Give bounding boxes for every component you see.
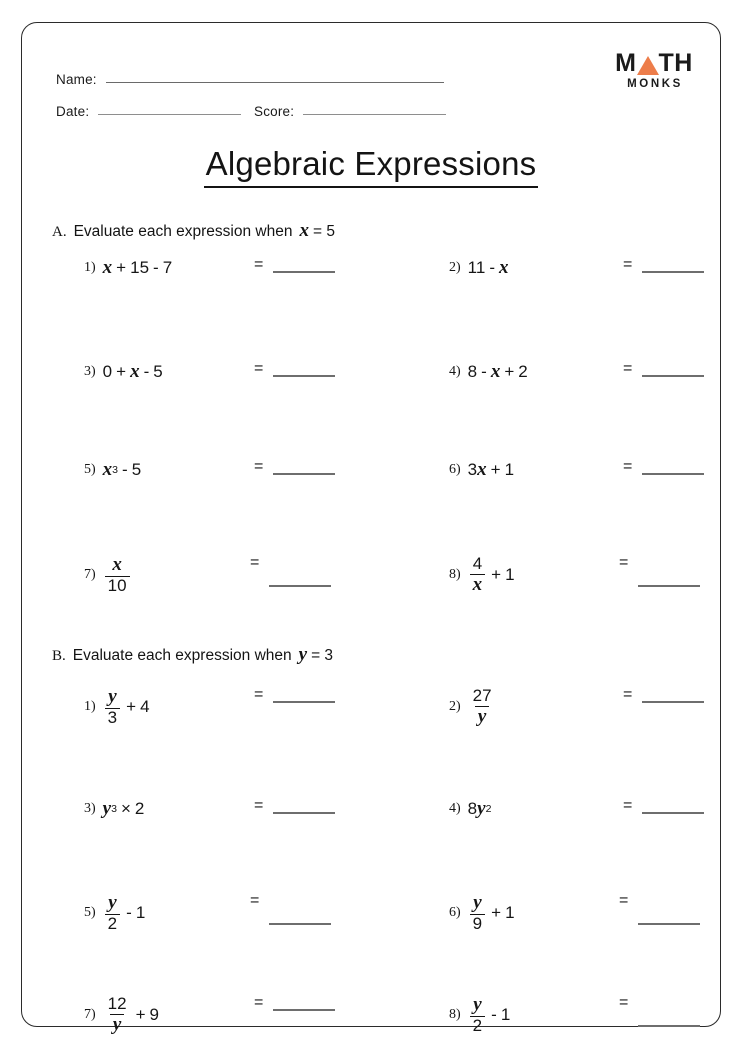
equals-sign: = (250, 554, 260, 571)
problem-b6 (449, 893, 515, 933)
variable-x: x (477, 459, 487, 480)
problem-b8-number: 8) (449, 1006, 461, 1022)
operand: 5 (131, 460, 142, 479)
fraction-numerator: y (473, 994, 482, 1015)
problem-b3-number: 3) (84, 801, 96, 816)
problem-a7-number: 7) (84, 566, 96, 582)
problem-a6-expression (468, 459, 514, 481)
equals-sign: = (254, 256, 264, 273)
equals-sign: = (623, 256, 633, 273)
problem-b8-expression (468, 995, 511, 1035)
answer-b2[interactable] (623, 687, 704, 703)
variable-x: x (490, 361, 501, 382)
page-title-text: Algebraic Expressions (204, 145, 539, 188)
logo-wordmark-math (608, 51, 700, 76)
operator: + (491, 902, 502, 922)
section-a-letter: A. (52, 224, 67, 240)
problem-b8 (449, 995, 510, 1035)
fraction-numerator: 27 (472, 686, 492, 705)
section-a-variable: x (299, 220, 309, 241)
problem-b7-expression (103, 995, 159, 1035)
date-label: Date: (56, 104, 90, 119)
variable-x: x (130, 361, 140, 382)
equals-sign: = (254, 994, 264, 1011)
fraction (105, 995, 130, 1035)
problem-a4-number: 4) (449, 364, 461, 379)
problem-a1-expression (103, 257, 173, 279)
fraction-numerator: y (108, 892, 117, 913)
fraction (105, 687, 120, 727)
fraction-denominator: 3 (105, 708, 120, 727)
answer-blank[interactable] (269, 585, 331, 587)
answer-b1[interactable] (254, 687, 335, 703)
answer-a1[interactable] (254, 257, 335, 273)
section-a-value: = 5 (312, 223, 335, 240)
answer-b5[interactable] (250, 893, 331, 909)
answer-a7[interactable] (250, 555, 331, 571)
logo-wordmark-monks: MONKS (627, 78, 683, 90)
answer-blank[interactable] (273, 271, 335, 273)
operand: 1 (500, 1004, 511, 1024)
problem-a3-number: 3) (84, 364, 96, 379)
answer-blank[interactable] (273, 701, 335, 703)
score-write-line[interactable] (303, 114, 446, 115)
operand: 2 (518, 362, 528, 381)
problem-a7-expression (103, 555, 132, 595)
answer-a6[interactable] (623, 459, 704, 475)
problem-a2-number: 2) (449, 260, 461, 275)
operand: 1 (504, 460, 515, 479)
equals-sign: = (619, 994, 629, 1011)
problem-b1 (84, 687, 150, 727)
answer-a2[interactable] (623, 257, 704, 273)
equals-sign: = (623, 458, 633, 475)
date-field[interactable] (56, 104, 241, 119)
operator: + (491, 564, 502, 584)
equals-sign: = (619, 554, 629, 571)
operator: - (153, 258, 159, 277)
problem-a5 (84, 459, 141, 481)
fraction (105, 893, 120, 933)
equals-sign: = (623, 360, 633, 377)
problem-a1-number: 1) (84, 260, 96, 275)
problem-a5-expression: x 3 - 5 (102, 459, 142, 480)
operand: 9 (149, 1004, 159, 1024)
variable-y: y (102, 798, 112, 819)
problem-b2-number: 2) (449, 698, 461, 714)
fraction-denominator: y (110, 1014, 124, 1035)
problem-b1-number: 1) (84, 698, 96, 714)
answer-blank[interactable] (269, 923, 331, 925)
answer-blank[interactable] (273, 473, 335, 475)
answer-b6[interactable] (619, 893, 700, 909)
answer-b4[interactable] (623, 798, 704, 814)
problem-b5 (84, 893, 145, 933)
fraction-denominator: 2 (470, 1016, 485, 1035)
problem-a7 (84, 555, 132, 595)
operator: × (120, 799, 131, 818)
problem-b5-number: 5) (84, 904, 96, 920)
variable-y: y (477, 798, 486, 819)
operand: 1 (505, 564, 515, 584)
section-b-instruction: Evaluate each expression when (72, 647, 292, 664)
name-label: Name: (56, 72, 97, 87)
answer-blank[interactable] (642, 271, 704, 273)
fraction (470, 555, 486, 595)
answer-a8[interactable] (619, 555, 700, 571)
operand: 7 (162, 258, 173, 277)
fraction-numerator: x (112, 554, 122, 575)
problem-b6-number: 6) (449, 904, 461, 920)
operand: 1 (505, 902, 515, 922)
variable-x: x (102, 257, 113, 278)
problem-a2-expression (468, 257, 509, 279)
problem-b4-expression: 8 y 2 (467, 798, 492, 819)
equals-sign: = (619, 892, 629, 909)
problem-b4-number: 4) (449, 801, 461, 816)
answer-b3[interactable] (254, 798, 335, 814)
operator: + (126, 696, 137, 716)
operand: 15 (130, 258, 150, 277)
mathmonks-logo (608, 51, 700, 90)
answer-a4[interactable] (623, 361, 704, 377)
problem-a3 (84, 361, 163, 383)
variable-x: x (102, 459, 113, 480)
answer-blank[interactable] (642, 473, 704, 475)
operator: - (126, 902, 132, 922)
problem-b7-number: 7) (84, 1006, 96, 1022)
operator: + (490, 460, 501, 479)
operand: 1 (135, 902, 146, 922)
worksheet-page (21, 22, 721, 1035)
fraction-denominator: 9 (470, 914, 485, 933)
answer-a3[interactable] (254, 361, 335, 377)
problem-b3 (84, 798, 144, 820)
problem-b6-expression (468, 893, 515, 933)
problem-a5-number: 5) (84, 462, 96, 477)
problem-a6 (449, 459, 514, 481)
answer-blank[interactable] (273, 375, 335, 377)
operator: - (489, 258, 495, 277)
answer-blank[interactable] (638, 585, 700, 587)
operand: 2 (134, 799, 145, 818)
answer-blank[interactable] (642, 812, 704, 814)
logo-letter-m: M (615, 49, 637, 77)
section-b-variable: y (298, 644, 308, 665)
operator: + (504, 362, 515, 381)
problem-a2 (449, 257, 509, 279)
equals-sign: = (250, 892, 260, 909)
fraction (470, 995, 485, 1035)
fraction (470, 893, 485, 933)
section-b-heading (52, 644, 333, 666)
section-a-instruction: Evaluate each expression when (73, 223, 293, 240)
equals-sign: = (623, 797, 633, 814)
equals-sign: = (254, 686, 264, 703)
problem-b1-expression (103, 687, 150, 727)
problem-b5-expression (103, 893, 146, 933)
name-field[interactable] (56, 72, 444, 87)
fraction-numerator: 12 (107, 994, 127, 1013)
operand: 8 (467, 362, 478, 381)
problem-b2-expression (468, 687, 497, 727)
triangle-icon (637, 56, 659, 75)
equals-sign: = (254, 797, 264, 814)
fraction-numerator: y (473, 892, 482, 913)
problem-a1 (84, 257, 172, 279)
operator: + (135, 1004, 146, 1024)
answer-blank[interactable] (642, 701, 704, 703)
problem-b3-expression: y 3 × 2 (102, 798, 145, 819)
operator: - (122, 460, 128, 479)
problem-b4 (449, 798, 491, 820)
operator: - (481, 362, 487, 381)
section-b-letter: B. (52, 648, 66, 664)
fraction-denominator: y (475, 706, 489, 727)
operand: 0 (102, 362, 113, 381)
equals-sign: = (254, 458, 264, 475)
answer-blank[interactable] (273, 1009, 335, 1011)
problem-a8-expression (468, 555, 515, 595)
score-label: Score: (254, 104, 295, 119)
fraction (470, 687, 495, 727)
answer-blank[interactable] (638, 923, 700, 925)
problem-a4-expression (468, 361, 528, 383)
problem-a8-number: 8) (449, 566, 461, 582)
score-field[interactable] (254, 104, 446, 119)
page-title (22, 145, 720, 183)
problem-b2 (449, 687, 497, 727)
answer-b7[interactable] (254, 995, 335, 1011)
date-write-line[interactable] (98, 114, 241, 115)
section-b-value: = 3 (311, 647, 334, 664)
fraction-denominator: 2 (105, 914, 120, 933)
operand: 4 (140, 696, 150, 716)
problem-a4 (449, 361, 528, 383)
name-write-line[interactable] (106, 82, 444, 83)
operator: + (116, 258, 127, 277)
fraction-denominator: x (470, 574, 486, 595)
answer-blank[interactable] (642, 375, 704, 377)
operator: - (491, 1004, 497, 1024)
problem-b7 (84, 995, 159, 1035)
fraction (105, 555, 130, 595)
variable-x: x (499, 257, 509, 278)
coefficient: 3 (467, 460, 478, 479)
fraction-denominator: 10 (105, 576, 130, 595)
coefficient: 8 (467, 799, 478, 818)
operator: - (143, 362, 150, 381)
logo-letters-th: TH (658, 49, 693, 77)
operator: + (116, 362, 127, 381)
operand: 11 (467, 258, 486, 277)
problem-a8 (449, 555, 515, 595)
equals-sign: = (254, 360, 264, 377)
problem-a3-expression (103, 361, 163, 383)
answer-a5[interactable] (254, 459, 335, 475)
answer-blank[interactable] (638, 1025, 700, 1027)
fraction-numerator: 4 (472, 554, 483, 573)
operand: 5 (153, 362, 163, 381)
problem-a6-number: 6) (449, 462, 461, 477)
equals-sign: = (623, 686, 633, 703)
answer-b8[interactable] (619, 995, 700, 1011)
section-a-heading (52, 220, 335, 242)
answer-blank[interactable] (273, 812, 335, 814)
fraction-numerator: y (108, 686, 117, 707)
